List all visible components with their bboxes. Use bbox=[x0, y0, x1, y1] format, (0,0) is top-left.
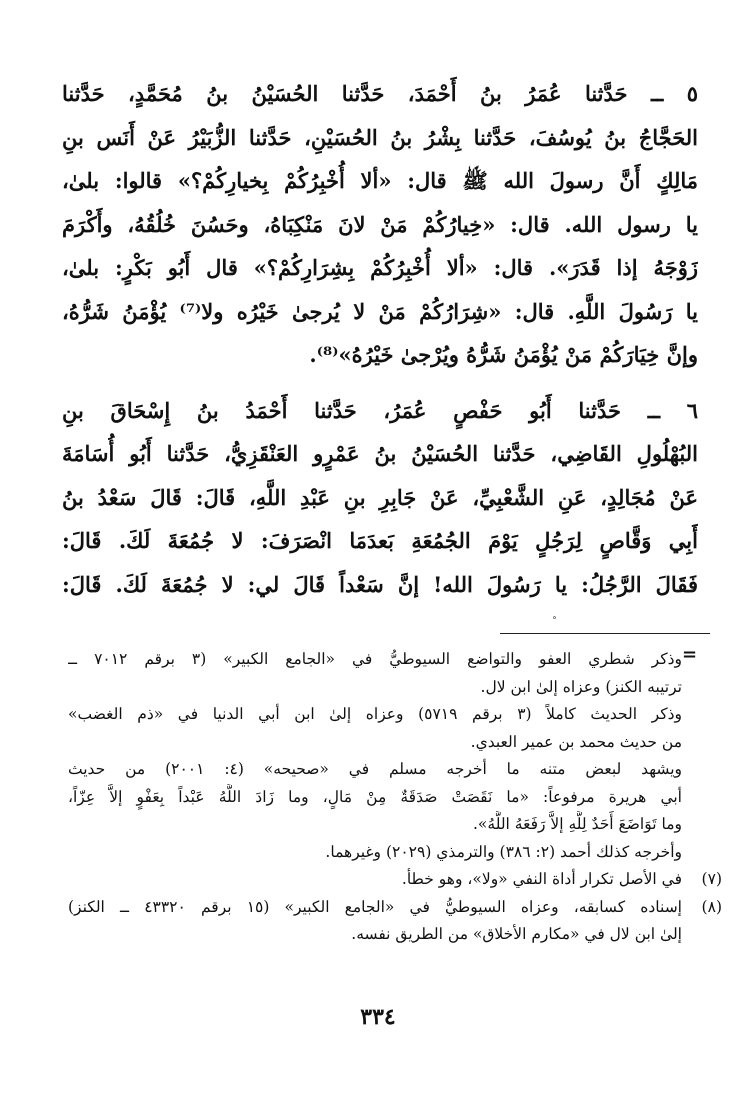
text-line: زَوْجَهُ إذا قَدَرَ». قال: «ألا أُخْبِرُكُمْ بِشِرَارِكُمْ؟» قال أَبُو بَكْرٍ: بلىٰ، bbox=[62, 255, 698, 280]
hadith-paragraph-6 bbox=[62, 389, 698, 607]
text-line: يا رسول الله. قال: «خِيارُكُمْ مَنْ لانَ مَنْكِبَاهُ، وحَسُنَ خُلُقُهُ، وأَكْرَمَ bbox=[62, 211, 698, 237]
page-number: ٣٣٤ bbox=[360, 1004, 396, 1030]
footnote-line: وما تَوَاضَعَ أَحَدٌ لِلَّهِ إلاَّ رَفَعَهُ اللَّهُ». bbox=[472, 815, 682, 833]
text-line: الحَجَّاجُ بنُ يُوسُفَ، حَدَّثنا بِشْرُ بنُ الحُسَيْنِ، حَدَّثنا الزُّبَيْرُ عَنْ أَنَس بنِ bbox=[62, 124, 698, 150]
text-line: أَبِي وَقَّاصٍ لِرَجُلٍ يَوْمَ الجُمُعَةِ بَعدَمَا انْصَرَفَ: لا جُمُعَةَ لَكَ. قَالَ: bbox=[62, 528, 698, 553]
footnote-8 bbox=[68, 894, 722, 949]
footnote-number: (٨) bbox=[701, 897, 722, 916]
text-line: فَقَالَ الرَّجُلُ: يا رَسُولَ الله! إنَّ سَعْداً قَالَ لي: لا جُمُعَةَ لَكَ. قَالَ: bbox=[62, 571, 698, 597]
text-line: ٦ ــ حَدَّثنا أَبُو حَفْصٍ عُمَرُ، حَدَّثنا أَحْمَدُ بنُ إِسْحَاقَ بنِ bbox=[62, 397, 698, 423]
text-line: ٥ ــ حَدَّثنا عُمَرُ بنُ أَحْمَدَ، حَدَّثنا الحُسَيْنُ بنُ مُحَمَّدٍ، حَدَّثنا bbox=[62, 81, 698, 106]
footnote-continued bbox=[68, 756, 682, 839]
main-text bbox=[62, 72, 698, 606]
footnote-continuation-marker: = bbox=[682, 644, 698, 665]
footnote-line: أبي هريرة مرفوعاً: «ما نَقَصَتْ صَدَقَةٌ مِنْ مَالٍ، وما زَادَ اللَّهُ عَبْداً بِعَفْوٍ إلاَّ عِزّاً، bbox=[68, 787, 682, 806]
footnote-line: ترتيبه الكنز) وعزاه إلىٰ ابن لال. bbox=[480, 677, 682, 696]
text-line: يا رَسُولَ اللَّهِ. قال: «شِرَارُكُمْ مَنْ لا يُرجىٰ خَيْرُه ولا⁽⁷⁾ يُؤْمَنُ شَرُّهُ، bbox=[62, 298, 698, 324]
footnote-continued bbox=[68, 646, 682, 701]
footnote-number: (٧) bbox=[701, 870, 722, 888]
paragraph-gap bbox=[62, 377, 698, 389]
footnote-line: من حديث محمد بن عمير العبدي. bbox=[470, 732, 682, 751]
footnote-continued bbox=[68, 839, 682, 867]
footnote-line: إلىٰ ابن لال في «مكارم الأخلاق» من الطريق نفسه. bbox=[351, 925, 682, 943]
footnote-line: ويشهد لبعض متنه ما أخرجه مسلم في «صحيحه» (٤: ٢٠٠١) من حديث bbox=[68, 760, 682, 778]
footnote-line: إسناده كسابقه، وعزاه السيوطيُّ في «الجامع الكبير» (١٥ برقم ٤٣٣٢٠ ــ الكنز) bbox=[68, 897, 682, 916]
footnote-line: وذكر الحديث كاملاً (٣ برقم ٥٧١٩) وعزاه إلىٰ ابن أبي الدنيا في «ذم الغضب» bbox=[68, 705, 682, 723]
hadith-paragraph-5 bbox=[62, 72, 698, 377]
text-line: وإنَّ خِيَارَكُمْ مَنْ يُؤْمَنُ شَرُّهُ ويُرْجىٰ خَيْرُهُ»⁽⁸⁾. bbox=[309, 342, 698, 367]
footnote-7 bbox=[68, 866, 722, 894]
footnote-divider bbox=[500, 633, 710, 634]
footnote-line: في الأصل تكرار أداة النفي «ولا»، وهو خطأ. bbox=[401, 870, 682, 888]
text-line: البُهْلُولِ القَاضِي، حَدَّثنا الحُسَيْنُ بنُ عَمْرٍو العَنْقَزِيُّ، حَدَّثنا أَبُو أُسَامَةَ bbox=[62, 441, 698, 466]
footnote-line: وأخرجه كذلك أحمد (٢: ٣٨٦) والترمذي (٢٠٢٩) وغيرهما. bbox=[325, 842, 682, 861]
text-line: مَالِكٍ أَنَّ رسولَ الله ﷺ قال: «ألا أُخْبِرُكُمْ بِخيارِكُمْ؟» قالوا: بلىٰ، bbox=[62, 168, 698, 193]
text-line: عَنْ مُجَالِدٍ، عَنِ الشَّعْبِيِّ، عَنْ جَابِرِ بنِ عَبْدِ اللَّهِ، قَالَ: قَالَ سَعْدُ بنُ bbox=[62, 484, 698, 510]
footnote-continued bbox=[68, 701, 682, 756]
footnote-line: وذكر شطري العفو والتواضع السيوطيُّ في «الجامع الكبير» (٣ برقم ٧٠١٢ ــ bbox=[68, 650, 682, 668]
footnotes bbox=[68, 646, 722, 949]
